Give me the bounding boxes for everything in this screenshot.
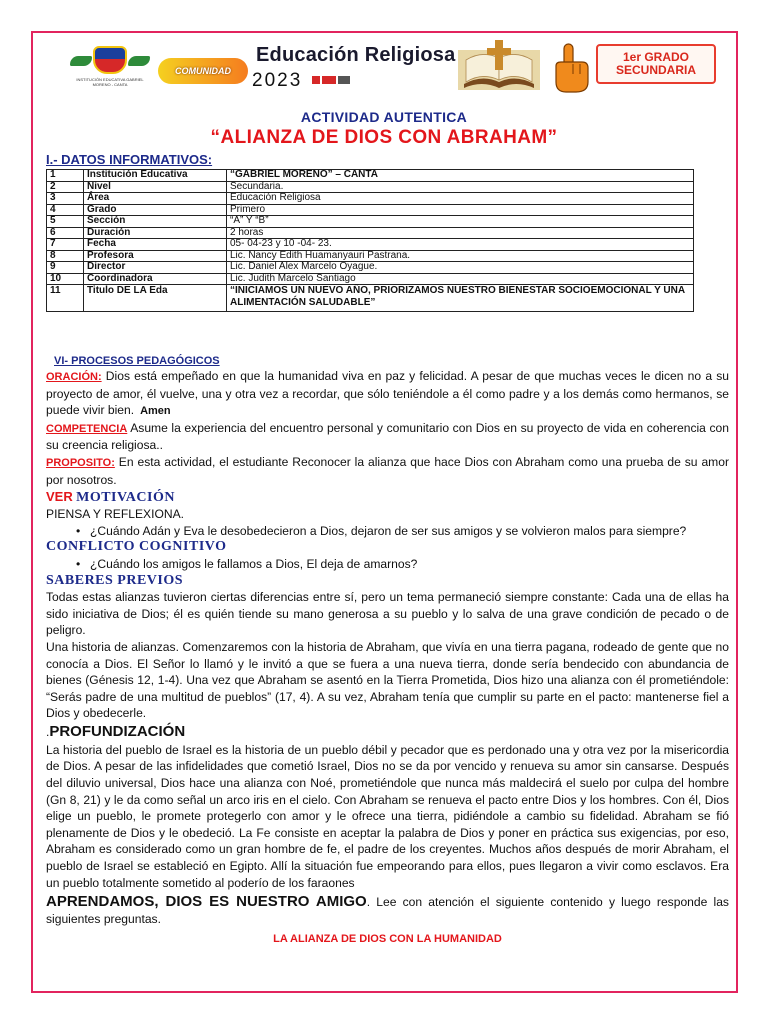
motivacion-question: • ¿Cuándo Adán y Eva le desobedecieron a Dios, dejaron de ser sus amigos y se volvieron malos para siempre? [46, 523, 729, 540]
row-number: 11 [47, 285, 84, 312]
motivacion-instruction: PIENSA Y REFLEXIONA. [46, 507, 185, 522]
grade-line2: SECUNDARIA [615, 63, 696, 77]
alianza-humanidad-title: LA ALIANZA DE DIOS CON LA HUMANIDAD [273, 933, 502, 946]
table-row [47, 262, 694, 274]
row-label: Grado [84, 204, 227, 216]
row-value: Primero [227, 204, 694, 216]
school-crest-caption: INSTITUCIÓN EDUCATIVA GABRIEL MORENO - CANTA [76, 77, 144, 87]
grade-line1: 1er GRADO [622, 50, 690, 64]
table-row [47, 170, 694, 182]
aprendamos-title: APRENDAMOS, DIOS ES NUESTRO AMIGO [46, 893, 367, 911]
row-number: 10 [47, 273, 84, 285]
ver-label: VER [46, 489, 73, 505]
row-value: Secundaria. [227, 181, 694, 193]
table-row [47, 227, 694, 239]
document-body [46, 354, 729, 948]
row-value: 2 horas [227, 227, 694, 239]
profundizacion-heading [46, 722, 729, 742]
row-label: Duración [84, 227, 227, 239]
proposito-paragraph [46, 454, 729, 488]
row-number: 2 [47, 181, 84, 193]
row-label: Fecha [84, 239, 227, 251]
grade-badge [596, 44, 716, 84]
profundizacion-title: PROFUNDIZACIÓN [49, 722, 186, 740]
row-label: Nivel [84, 181, 227, 193]
ministry-logo [312, 76, 352, 86]
row-label: Profesora [84, 250, 227, 262]
table-row [47, 285, 694, 312]
aprendamos-paragraph [46, 894, 729, 927]
row-value: “INICIAMOS UN NUEVO AÑO, PRIORIZAMOS NUESTRO BIENESTAR SOCIOEMOCIONAL Y UNA ALIMENTACIÓN SALUDABLE” [227, 285, 694, 312]
row-value: Lic. Daniel Alex Marcelo Oyague. [227, 262, 694, 274]
header-banner [66, 38, 718, 98]
row-value: “A” Y “B” [227, 216, 694, 228]
amen-text: Amen [140, 405, 171, 418]
activity-title: ACTIVIDAD AUTENTICA [300, 109, 468, 125]
community-logo: COMUNIDAD [158, 58, 248, 84]
row-value: Lic. Judith Marcelo Santiago [227, 273, 694, 285]
row-number: 7 [47, 239, 84, 251]
row-number: 1 [47, 170, 84, 182]
section-datos-heading: I.- DATOS INFORMATIVOS: [46, 152, 213, 167]
row-label: Coordinadora [84, 273, 227, 285]
row-label: Área [84, 193, 227, 205]
table-row [47, 216, 694, 228]
row-value: “GABRIEL MORENO” – CANTA [227, 170, 694, 182]
competencia-text: Asume la experiencia del encuentro personal y comunitario con Dios en su proyecto de vida en coherencia con su creencia religiosa.. [46, 420, 729, 453]
row-value: Lic. Nancy Edith Huamanyauri Pastrana. [227, 250, 694, 262]
row-label: Institución Educativa [84, 170, 227, 182]
table-row [47, 250, 694, 262]
saberes-heading: SABERES PREVIOS [46, 572, 184, 588]
aprendamos-text: . Lee con atención el siguiente contenido y luego responde las siguientes preguntas. [46, 895, 729, 926]
row-number: 5 [47, 216, 84, 228]
conflicto-heading: CONFLICTO COGNITIVO [46, 539, 227, 555]
motivacion-heading [46, 488, 729, 506]
profundizacion-prefix: . [46, 724, 50, 739]
bible-cross-icon [458, 40, 540, 92]
pointing-hand-icon [548, 42, 592, 94]
saberes-paragraph-2: Una historia de alianzas. Comenzaremos con la historia de Abraham, que vivía en una tierra pagana, rodeado de gente que no conocía a Dios. El Señor lo llamó y le invitó a que se fuera a una nueva tierra, donde sería bendecido con abundancia de bienes (Génesis 12, 1-4). Una vez que Abraham se asentó en la Tierra Prometida, Dios hizo una alianza con él prometiéndole: “Serás padre de una multitud de pueblos” (17, 4). A su vez, Abraham tenía que cumplir su parte en el pacto: mantenerse fiel a Dios y obedecerle. [46, 639, 729, 721]
row-number: 8 [47, 250, 84, 262]
row-number: 6 [47, 227, 84, 239]
saberes-paragraph-1: Todas estas alianzas tuvieron ciertas diferencias entre sí, pero un tema permaneció siempre constante: Cada una de ellas ha sido iniciativa de Dios; él es quién tiende su mano generosa a su pueblo y lo salva de una grave condición de pecado o de peligro. [46, 590, 729, 638]
table-row [47, 193, 694, 205]
school-crest-icon [71, 46, 149, 90]
row-label: Director [84, 262, 227, 274]
table-row [47, 239, 694, 251]
competencia-paragraph [46, 420, 729, 454]
main-title: “ALIANZA DE DIOS CON ABRAHAM” [210, 127, 558, 148]
row-value: Educación Religiosa [227, 193, 694, 205]
proposito-text: En esta actividad, el estudiante Reconocer la alianza que hace Dios con Abraham como una prueba de su amor por nosotros. [46, 454, 729, 487]
oracion-paragraph [46, 368, 729, 420]
table-row [47, 204, 694, 216]
row-number: 4 [47, 204, 84, 216]
proposito-label: PROPOSITO: [46, 456, 115, 469]
table-row [47, 181, 694, 193]
motivacion-title: MOTIVACIÓN [76, 490, 175, 506]
table-row [47, 273, 694, 285]
row-label: Sección [84, 216, 227, 228]
procesos-heading: VI- PROCESOS PEDAGÓGICOS [54, 355, 220, 367]
oracion-text: Dios está empeñado en que la humanidad viva en paz y felicidad. A pesar de que muchas veces le dicen no a su proyecto de amor, él vuelve, una y otra vez a recordar, que sólo teniéndole a él como padre y a los demás como hermanos, se puede vivir bien. [46, 369, 729, 418]
info-table [46, 169, 694, 312]
profundizacion-paragraph: La historia del pueblo de Israel es la historia de un pueblo débil y pecador que es perdonado una y otra vez por la misericordia de Dios. A pesar de las infidelidades que cometió Israel, Dios no se da por vencido y renueva su amor sin cansarse. Después del diluvio universal, Dios hace una alianza con Noé, prometiéndole que nunca más maldecirá el suelo por culpa del hombre (Gn 8, 21) y le da como señal un arco iris en el cielo. Con Abraham se renueva el pacto entre Dios y los hombres. Con él, Dios elige un pueblo, le promete protegerlo con amor y le ofrece una tierra, pidiéndole a cambio su fidelidad. Abraham se fió plenamente de Dios y le obedeció. La Fe consiste en aceptar la palabra de Dios y poner en práctica sus exigencias, por eso, Abraham es considerado como un gran hombre de fe, el padre de los creyentes. Muchos años después de morir Abraham, el pueblo de Israel se estableció en Egipto. Allí la situación fue empeorando para ellos, pues llegaron a vivir como esclavos. Era un pueblo totalmente sometido al poderío de los faraones [46, 742, 729, 890]
banner-year: 2023 [252, 70, 303, 91]
row-number: 3 [47, 193, 84, 205]
conflicto-question: • ¿Cuándo los amigos le fallamos a Dios, El deja de amarnos? [46, 556, 729, 573]
row-value: 05- 04-23 y 10 -04- 23. [227, 239, 694, 251]
oracion-label: ORACIÓN: [46, 371, 102, 383]
row-number: 9 [47, 262, 84, 274]
row-label: Titulo DE LA Eda [84, 285, 227, 312]
competencia-label: COMPETENCIA [46, 422, 128, 435]
banner-title: Educación Religiosa [256, 44, 456, 66]
